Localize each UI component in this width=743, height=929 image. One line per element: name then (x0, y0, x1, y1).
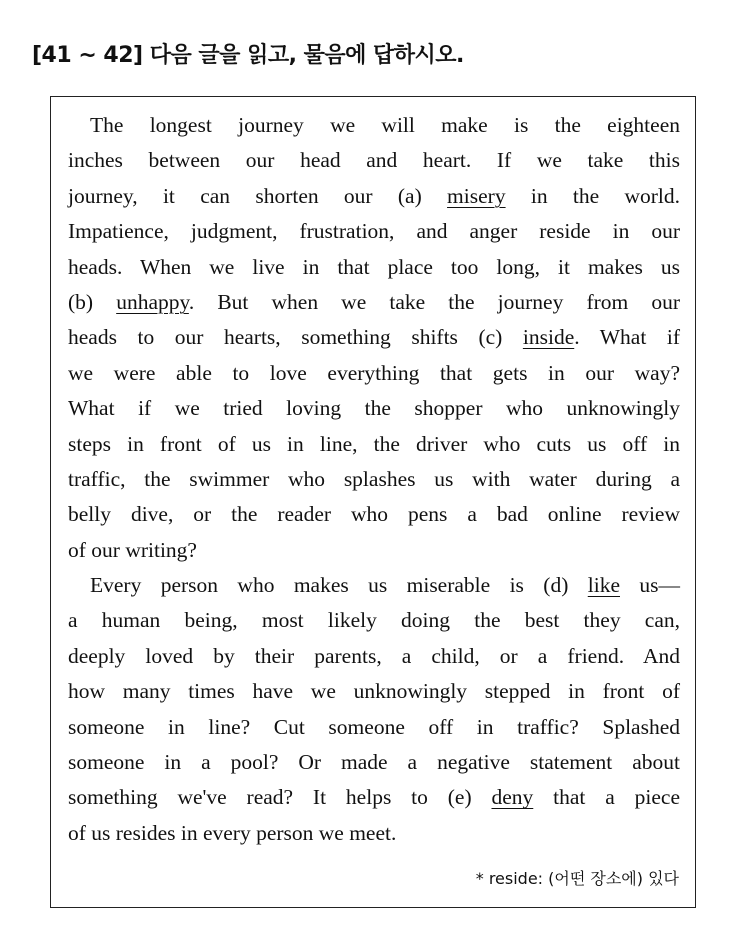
passage-line: how many times have we unknowingly stepped in front of (68, 679, 680, 704)
line-segment: (b) (68, 289, 117, 314)
line-segment: . But when we take the journey from our (188, 289, 680, 314)
passage-line: inches between our head and heart. If we take this (68, 148, 680, 173)
passage-line: belly dive, or the reader who pens a bad online review (68, 502, 680, 527)
underlined-word-e: deny (491, 785, 534, 810)
line-segment: . What if (574, 325, 680, 350)
passage-line: heads. When we live in that place too long, it makes us (68, 254, 680, 279)
passage-line (68, 568, 680, 603)
passage-line: of us resides in every person we meet. (68, 820, 397, 845)
passage-line: The longest journey we will make is the eighteen (90, 113, 680, 137)
passage-text (68, 108, 680, 851)
passage-line: steps in front of us in line, the driver who cuts us off in (68, 431, 680, 456)
line-segment: in the world. (505, 183, 680, 208)
passage-line: Impatience, judgment, frustration, and anger reside in our (68, 219, 680, 244)
question-header: [41 ~ 42] 다음 글을 읽고, 물음에 답하시오. (32, 43, 464, 68)
passage-line: we were able to love everything that gets in our way? (68, 360, 680, 385)
passage-line (68, 320, 680, 355)
passage-line (68, 179, 680, 214)
underlined-word-d: like (587, 573, 620, 598)
underlined-word-c: inside (522, 325, 575, 350)
line-segment: us— (620, 573, 680, 598)
passage-line: someone in a pool? Or made a negative statement about (68, 750, 680, 775)
underlined-word-b: unhappy (116, 289, 189, 314)
passage-line: a human being, most likely doing the best they can, (68, 608, 680, 633)
passage-line: traffic, the swimmer who splashes us with water during a (68, 466, 680, 491)
passage-line (68, 780, 680, 815)
line-segment: journey, it can shorten our (a) (68, 183, 448, 208)
passage-line (68, 285, 680, 320)
line-segment: heads to our hearts, something shifts (c) (68, 325, 523, 350)
passage-line: of our writing? (68, 537, 197, 562)
passage-line: What if we tried loving the shopper who unknowingly (68, 396, 680, 421)
passage-line: deeply loved by their parents, a child, or a friend. And (68, 643, 680, 668)
line-segment: that a piece (533, 785, 680, 810)
underlined-word-a: misery (447, 183, 506, 208)
passage-line: someone in line? Cut someone off in traffic? Splashed (68, 714, 680, 739)
footnote: * reside: (어떤 장소에) 있다 (475, 869, 679, 888)
line-segment: something we've read? It helps to (e) (68, 785, 492, 810)
line-segment: Every person who makes us miserable is (d) (90, 573, 588, 598)
